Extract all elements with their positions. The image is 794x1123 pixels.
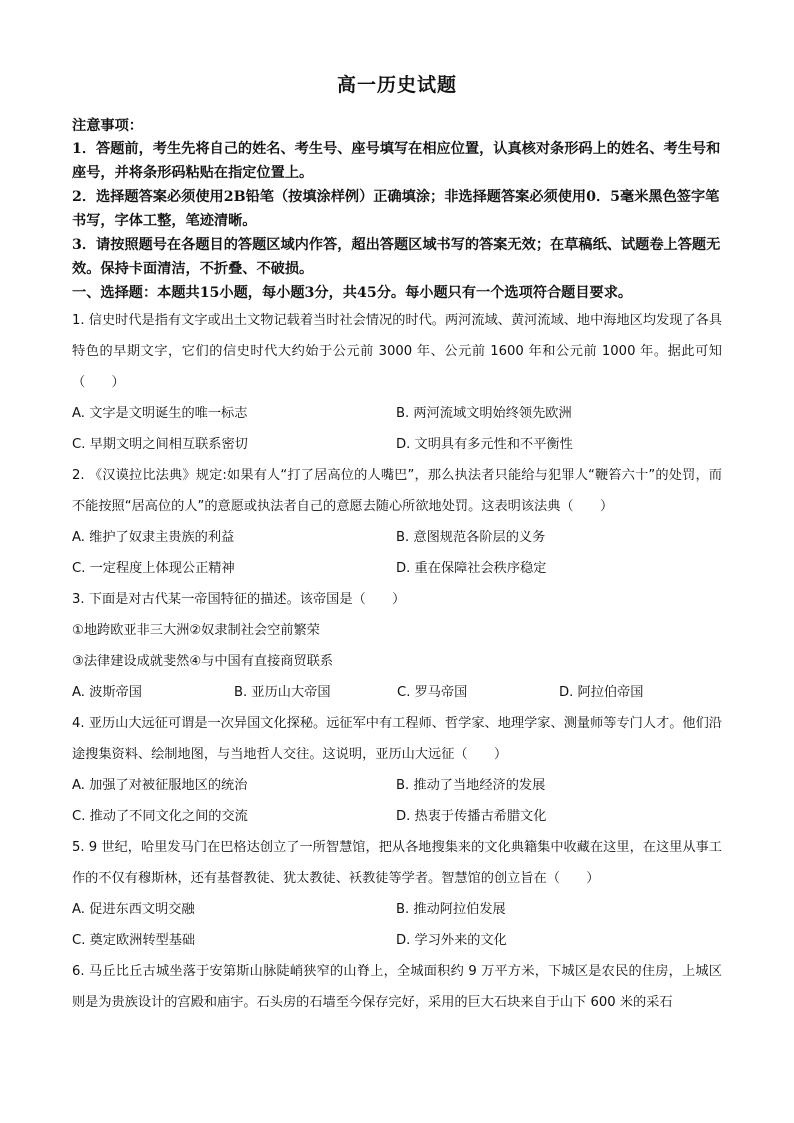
question-stem: 6. 马丘比丘古城坐落于安第斯山脉陡峭狭窄的山脊上，全城面积约 9 万平方米，下城区是农民的住房，上城区则是为贵族设计的宫殿和庙宇。石头房的石墙至今保存完好，采用的巨大石块来自于山下 600 米的采石 (72, 964, 722, 1010)
option-b: B. 亚历山大帝国 (234, 685, 331, 700)
question-3 (72, 584, 722, 708)
question-stem: 2. 《汉谟拉比法典》规定:如果有人“打了居高位的人嘴巴”，那么执法者只能给与犯罪人“鞭笞六十”的处罚，而不能按照“居高位的人”的意愿或执法者自己的意愿去随心所欲地处罚。这表明该法典（ ） (72, 468, 722, 514)
option-b: B. 意图规范各阶层的义务 (396, 530, 546, 545)
notice-item: 3．请按照题号在各题目的答题区域内作答，超出答题区域书写的答案无效；在草稿纸、试题卷上答题无效。保持卡面清洁，不折叠、不破损。 (72, 237, 721, 277)
option-a: A. 波斯帝国 (72, 685, 142, 700)
question-1 (72, 305, 722, 460)
option-d: D. 文明具有多元性和不平衡性 (396, 437, 573, 452)
question-2 (72, 460, 722, 584)
option-c: C. 罗马帝国 (397, 685, 468, 700)
option-c: C. 推动了不同文化之间的交流 (72, 809, 248, 824)
option-b: B. 推动阿拉伯发展 (396, 902, 506, 917)
option-c: C. 早期文明之间相互联系密切 (72, 437, 248, 452)
question-options (72, 677, 722, 708)
exam-title: 高一历史试题 (336, 74, 457, 96)
question-4 (72, 708, 722, 832)
option-b: B. 两河流域文明始终领先欧洲 (396, 406, 572, 421)
option-a: A. 促进东西文明交融 (72, 902, 195, 917)
question-options (72, 398, 722, 460)
option-c: C. 一定程度上体现公正精神 (72, 561, 235, 576)
question-6 (72, 956, 722, 1018)
option-a: A. 文字是文明诞生的唯一标志 (72, 406, 248, 421)
question-options (72, 770, 722, 832)
option-d: D. 学习外来的文化 (396, 933, 507, 948)
option-d: D. 阿拉伯帝国 (559, 685, 644, 700)
question-line: ③法律建设成就斐然④与中国有直接商贸联系 (72, 654, 334, 669)
option-a: A. 加强了对被征服地区的统治 (72, 778, 248, 793)
option-d: D. 重在保障社会秩序稳定 (396, 561, 547, 576)
option-a: A. 维护了奴隶主贵族的利益 (72, 530, 235, 545)
notice-item: 1．答题前，考生先将自己的姓名、考生号、座号填写在相应位置，认真核对条形码上的姓名、考生号和座号，并将条形码粘贴在指定位置上。 (72, 141, 721, 181)
question-stem: 5. 9 世纪，哈里发马门在巴格达创立了一所智慧馆，把从各地搜集来的文化典籍集中收藏在这里，在这里从事工作的不仅有穆斯林，还有基督教徒、犹太教徒、袄教徒等学者。智慧馆的创立旨在（ ） (72, 840, 722, 886)
question-5 (72, 832, 722, 956)
question-options (72, 894, 722, 956)
option-b: B. 推动了当地经济的发展 (396, 778, 546, 793)
question-stem: 3. 下面是对古代某一帝国特征的描述。该帝国是（ ） (72, 592, 406, 607)
question-options (72, 522, 722, 584)
notice-block (72, 115, 722, 305)
question-line: ①地跨欧亚非三大洲②奴隶制社会空前繁荣 (72, 623, 320, 638)
notice-heading: 注意事项： (72, 118, 143, 134)
notice-item: 2．选择题答案必须使用2B铅笔（按填涂样例）正确填涂；非选择题答案必须使用0．5毫米黑色签字笔书写，字体工整，笔迹清晰。 (72, 189, 720, 229)
option-c: C. 奠定欧洲转型基础 (72, 933, 196, 948)
question-stem: 4. 亚历山大远征可谓是一次异国文化探秘。远征军中有工程师、哲学家、地理学家、测量师等专门人才。他们沿途搜集资料、绘制地图，与当地哲人交往。这说明，亚历山大远征（ ） (72, 716, 722, 762)
question-stem: 1. 信史时代是指有文字或出土文物记载着当时社会情况的时代。两河流域、黄河流域、地中海地区均发现了各具特色的早期文字，它们的信史时代大约始于公元前 3000 年、公元前 1600 年和公元前 1000 年。据此可知（ ） (72, 313, 722, 390)
option-d: D. 热衷于传播古希腊文化 (396, 809, 547, 824)
exam-page (72, 70, 722, 1018)
section-heading: 一、选择题：本题共15小题，每小题3分，共45分。每小题只有一个选项符合题目要求。 (72, 285, 633, 301)
